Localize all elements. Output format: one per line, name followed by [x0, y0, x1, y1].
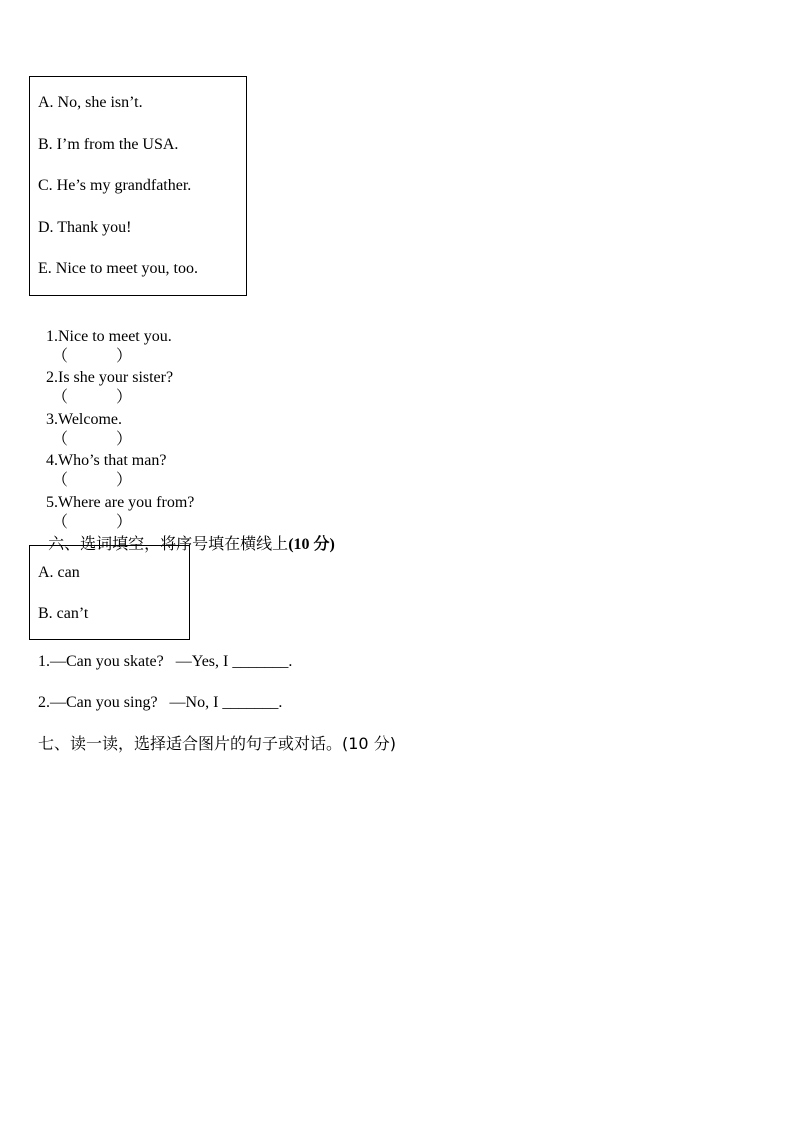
word-option-b: B. can’t	[38, 605, 89, 622]
option-b: B. I’m from the USA.	[38, 136, 179, 153]
answer-paren[interactable]: （ ）	[52, 389, 133, 406]
section-7-heading: 七、读一读，选择适合图片的句子或对话。(10 分)	[38, 734, 396, 753]
question-text: 5.Where are you from?	[46, 494, 195, 511]
question-text: 3.Welcome.	[46, 411, 123, 428]
fill-question-1: 1.—Can you skate? —Yes, I _______.	[38, 653, 293, 670]
question-text: 1.Nice to meet you.	[46, 328, 172, 345]
option-a: A. No, she isn’t.	[38, 94, 143, 111]
question-text: 2.Is she your sister?	[46, 369, 174, 386]
answer-paren[interactable]: （ ）	[52, 514, 133, 531]
option-c: C. He’s my grandfather.	[38, 177, 192, 194]
answer-paren[interactable]: （ ）	[52, 431, 133, 448]
question-text: 4.Who’s that man?	[46, 452, 167, 469]
fill-question-2: 2.—Can you sing? —No, I _______.	[38, 694, 283, 711]
word-option-a: A. can	[38, 564, 80, 581]
section-6-title: 六、选词填空，将序号填在横线上	[48, 534, 289, 553]
word-choice-box	[29, 545, 190, 640]
option-e: E. Nice to meet you, too.	[38, 260, 198, 277]
option-d: D. Thank you!	[38, 219, 132, 236]
answer-paren[interactable]: （ ）	[52, 472, 133, 489]
section-6-score: (10 分)	[288, 536, 335, 553]
answer-paren[interactable]: （ ）	[52, 348, 133, 365]
